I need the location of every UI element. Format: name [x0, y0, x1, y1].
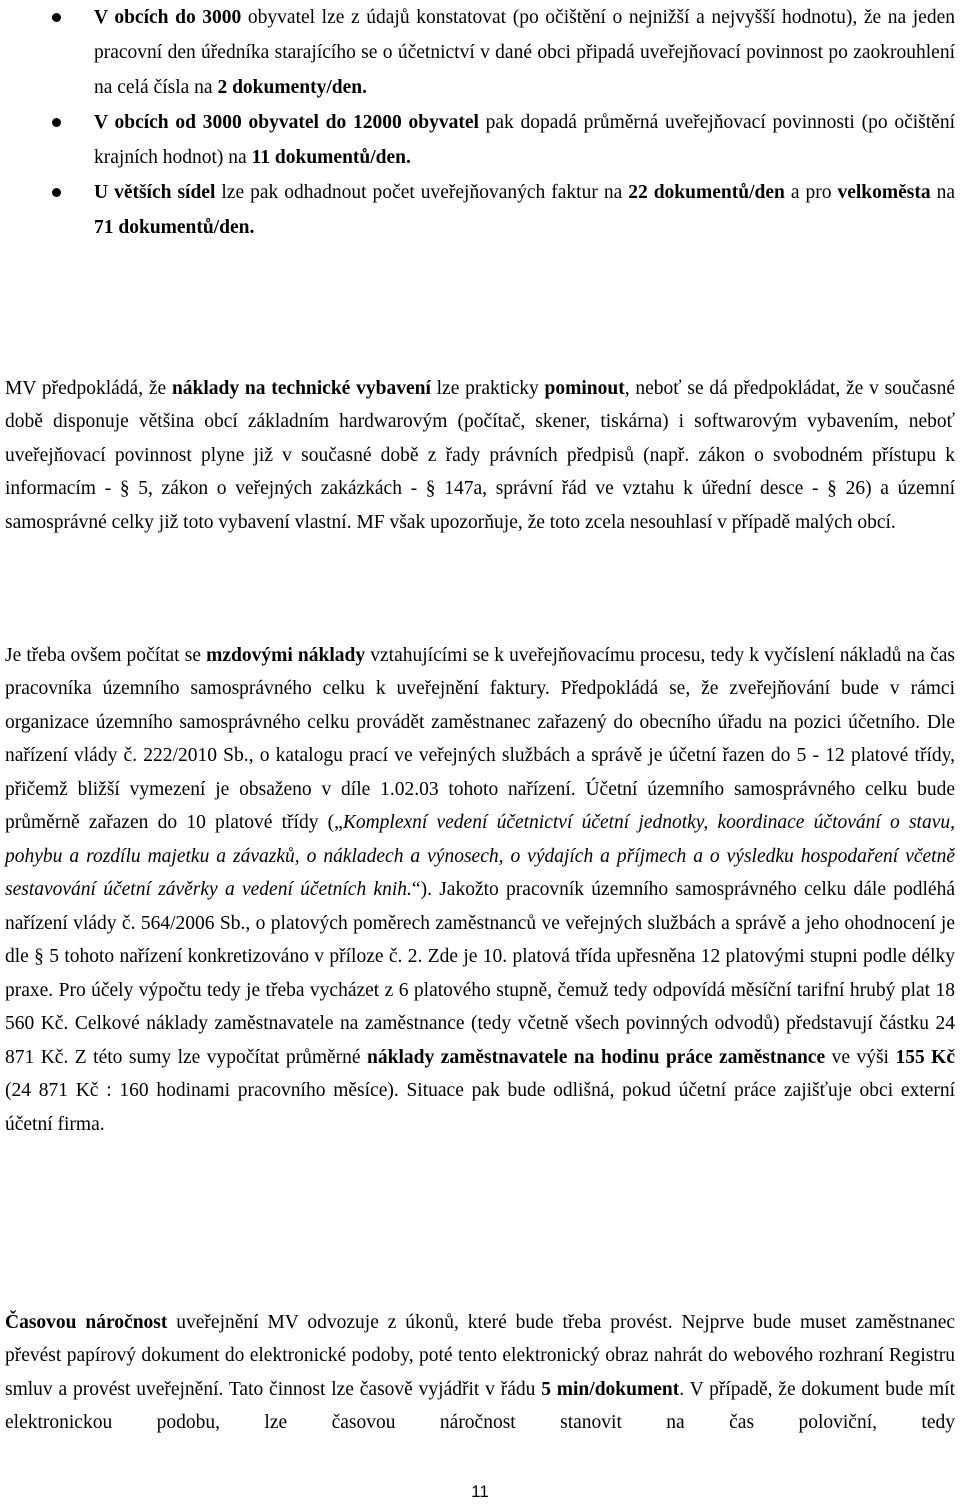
bullet-dot-icon [52, 13, 61, 22]
bullet-text [94, 182, 955, 238]
text-run: MV předpokládá, že [5, 377, 172, 399]
text-run: 22 dokumentů/den [628, 182, 785, 203]
text-run: 2 dokumenty/den. [217, 77, 367, 98]
page-number: 11 [471, 1482, 489, 1501]
text-run: náklady na technické vybavení [171, 377, 431, 399]
bullet-text [94, 112, 955, 168]
text-run: V obcích do 3000 [94, 7, 242, 28]
bullet-item-mid-towns [52, 105, 955, 175]
text-run: vztahujícími se k uveřejňovacímu procesu, tedy k vyčíslení nákladů na čas pracovníka územního samosprávného celku k uveřejnění faktury. Předpokládá se, že zveřejňování bude v rámci organizace územního samosprávného celku provádět zaměstnanec zařazený do obecního úřadu na pozici účetního. Dle nařízení vlády č. 222/2010 Sb., o katalogu prací ve veřejných službách a správě je účetní řazen do 5 - 12 platové třídy, přičemž bližší vymezení je obsaženo v díle 1.02.03 tohoto nařízení. Účetní územního samosprávného celku bude průměrně zařazen do 10 platové třídy („ [5, 644, 955, 833]
paragraph-technical-costs [5, 372, 955, 540]
text-run: 11 dokumentů/den. [251, 147, 411, 168]
text-run: uveřejnění MV odvozuje z úkonů, které bude třeba provést. Nejprve bude muset zaměstnanec převést papírový dokument do elektronické podoby, poté tento elektronický obraz nahrát do webového rozhraní Registru smluv a provést uveřejnění. Tato činnost lze časově vyjádřit v řádu [5, 1311, 956, 1400]
bullet-dot-icon [52, 118, 61, 127]
text-run: mzdovými náklady [206, 644, 366, 666]
text-run: (24 871 Kč : 160 hodinami pracovního měsíce). Situace pak bude odlišná, pokud účetní práce zajišťuje obci externí účetní firma. [5, 1080, 955, 1135]
text-run: Komplexní vedení účetnictví účetní jednotky, koordinace účtování o stavu, pohybu a rozdílu majetku a závazků, o nákladech a výnosech, o výdajích a příjmech a o výsledku hospodaření včetně sestavování účetní závěrky a vedení účetních knih. [5, 812, 955, 900]
text-run: a pro [784, 182, 838, 203]
bullet-text [94, 7, 955, 98]
text-run: “). Jakožto pracovník územního samosprávného celku dále podléhá nařízení vlády č. 564/2006 Sb., o platových poměrech zaměstnanců ve veřejných službách a správě a jeho ohodnocení je dle § 5 tohoto nařízení konkretizováno v příloze č. 2. Zde je 10. platová třída upřesněna 12 platovými stupni podle délky praxe. Pro účely výpočtu tedy je třeba vycházet z 6 platového stupně, čemuž tedy odpovídá měsíční tarifní hrubý plat 18 560 Kč. Celkové náklady zaměstnavatele na zaměstnance (tedy včetně všech povinných odvodů) představují částku 24 871 Kč. Z této sumy lze vypočítat průměrné [5, 879, 955, 1068]
text-run: , neboť se dá předpokládat, že v současné době disponuje většina obcí základním hardwarovým (počítač, skener, tiskárna) i softwarovým vybavením, neboť uveřejňovací povinnost plyne již v současné době z řady právních předpisů (např. zákon o svobodném přístupu k informacím - § 5, zákon o veřejných zakázkách - § 147a, správní řád ve vztahu k úřední desce - § 26) a územní samosprávné celky již toto vybavení vlastní. MF však upozorňuje, že toto zcela nesouhlasí v případě malých obcí. [5, 377, 955, 533]
bullet-item-large-towns [52, 175, 955, 245]
text-run: obyvatel lze z údajů konstatovat (po očištění o nejnižší a nejvyšší hodnotu), že na jeden pracovní den úředníka starajícího se o účetnictví v dané obci připadá uveřejňovací povinnost po zaokrouhlení na celá čísla na [94, 7, 955, 98]
text-run: 71 dokumentů/den. [94, 217, 255, 238]
text-run: velkoměsta [837, 182, 931, 203]
paragraph-time-demand [5, 1306, 955, 1440]
text-run: Časovou náročnost [5, 1311, 168, 1333]
text-run: pominout [544, 377, 625, 399]
text-run: na [930, 182, 955, 203]
text-run: 5 min/dokument [541, 1378, 680, 1400]
text-run: V obcích od 3000 obyvatel do 12000 obyvatel [94, 112, 479, 133]
bullet-dot-icon [52, 188, 61, 197]
text-run: U větších sídel [94, 182, 216, 203]
paragraph-wage-costs [5, 639, 955, 1142]
text-run: 155 Kč [895, 1046, 955, 1068]
text-run: lze prakticky [430, 377, 545, 399]
bullet-item-small-towns [52, 0, 955, 105]
bullet-list [52, 0, 955, 245]
text-run: náklady zaměstnavatele na hodinu práce zaměstnance [367, 1046, 826, 1068]
text-run: ve výši [825, 1046, 896, 1068]
text-run: . V případě, že dokument bude mít elektronickou podobu, lze časovou náročnost stanovit na čas poloviční, tedy [5, 1378, 955, 1433]
text-run: lze pak odhadnout počet uveřejňovaných faktur na [215, 182, 629, 203]
text-run: Je třeba ovšem počítat se [5, 644, 207, 666]
text-run: pak dopadá průměrná uveřejňovací povinnosti (po očištění krajních hodnot) na [94, 112, 955, 168]
